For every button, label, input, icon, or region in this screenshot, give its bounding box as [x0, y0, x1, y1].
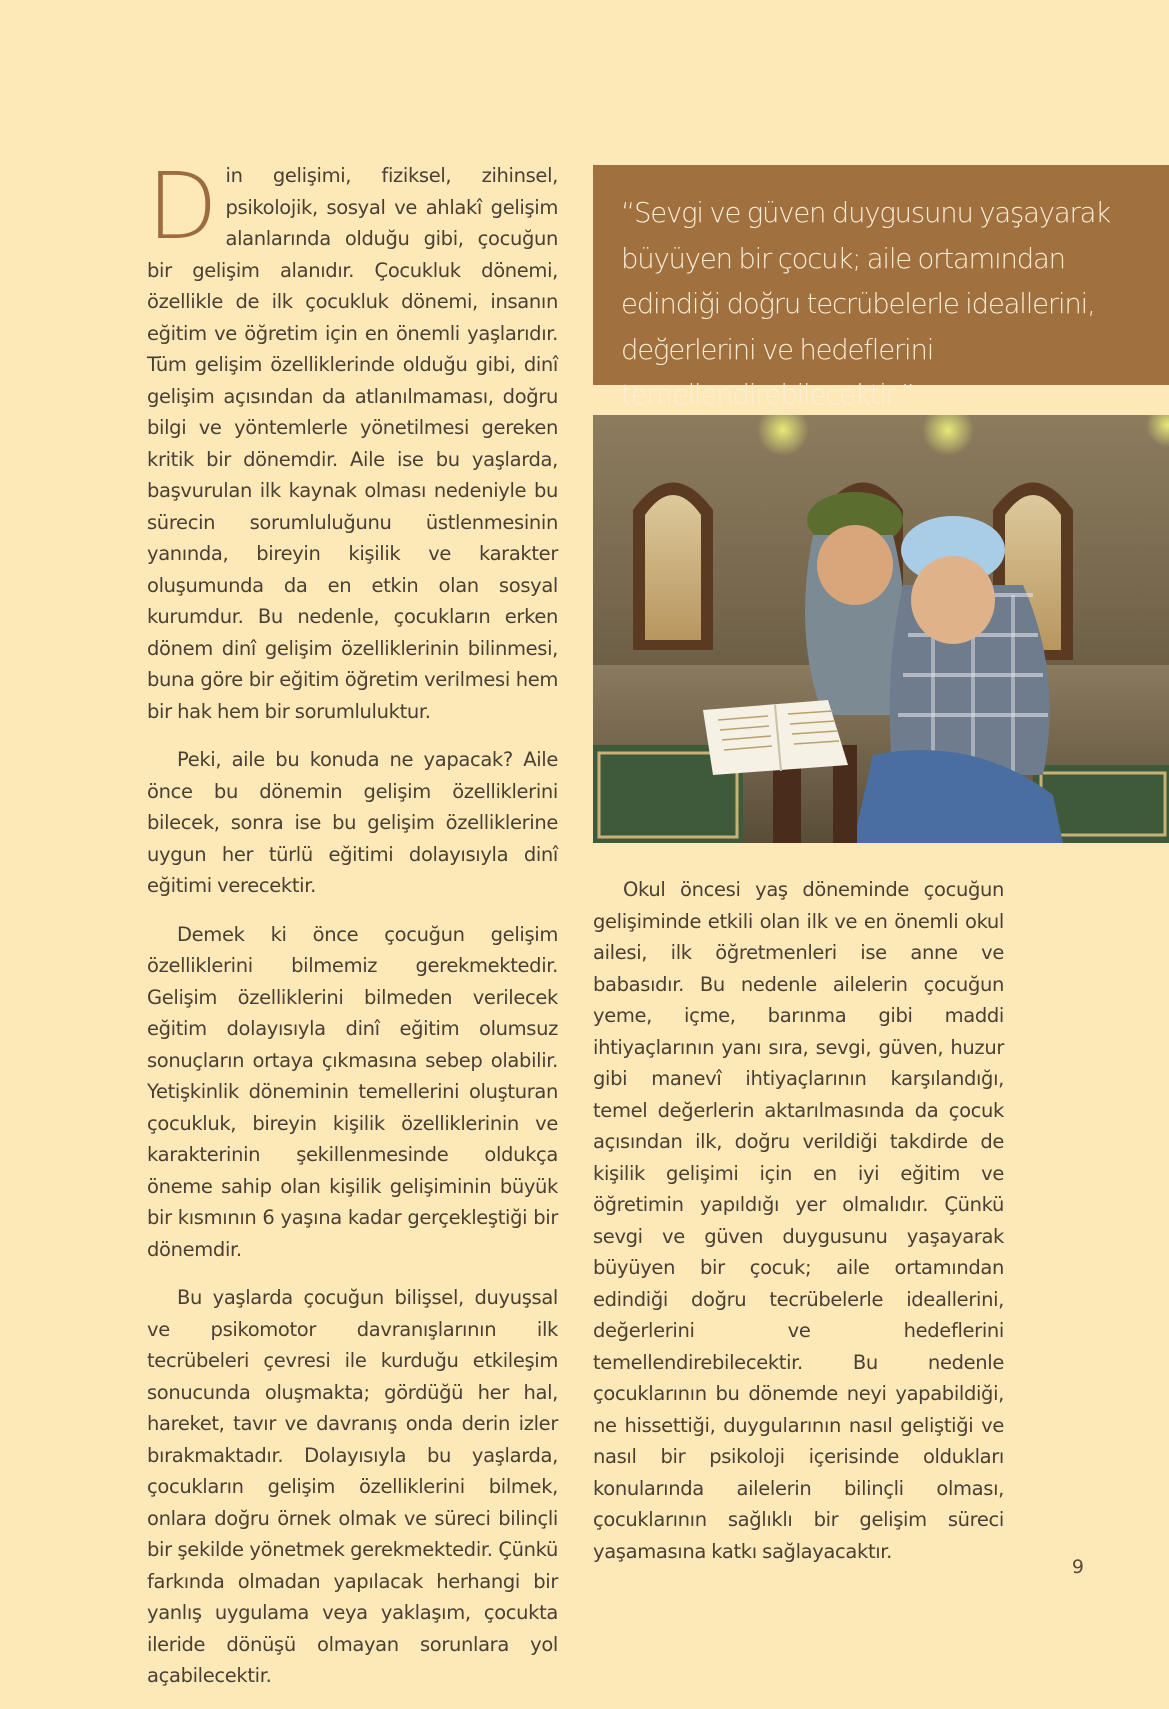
photo-illustration	[593, 415, 1169, 843]
body-paragraph: Bu yaşlarda çocuğun bilişsel, duyuşsal ve psikomotor davranışlarının ilk tecrübeleri çevresi ile kurduğu etkileşim sonucunda oluşmakta; gördüğü her hal, hareket, tavır ve davranış onda derin izler bırakmaktadır. Dolayısıyla bu yaşlarda, çocukların gelişim özelliklerini bilmek, onlara doğru örnek olmak ve süreci bilinçli bir şekilde yönetmek gerekmektedir. Çünkü farkında olmadan yapılacak herhangi bir yanlış uygulama veya yaklaşım, çocukta ileride dönüşü olmayan sorunlara yol açabilecektir.	[147, 1286, 558, 1687]
body-paragraph: Demek ki önce çocuğun gelişim özelliklerini bilmemiz gerekmektedir. Gelişim özelliklerini bilmeden verilecek eğitim dolayısıyla dinî eğitim olumsuz sonuçların ortaya çıkmasına sebep olabilir. Yetişkinlik döneminin temellerini oluşturan çocukluk, bireyin kişilik özelliklerinin ve karakterinin şekillenmesinde oldukça öneme sahip olan kişilik gelişiminin büyük bir kısmının 6 yaşına kadar gerçekleştiği bir dönemdir.	[147, 922, 558, 1261]
body-paragraph: Okul öncesi yaş döneminde çocuğun gelişiminde etkili olan ilk ve en önemli okul ailesi, ilk öğretmenleri ise anne ve babasıdır. Bu nedenle ailelerin çocuğun yeme, içme, barınma gibi maddi ihtiyaçlarının yanı sıra, sevgi, güven, huzur gibi manevî ihtiyaçlarının karşılandığı, temel değerlerin aktarılmasında da çocuk açısından ilk, doğru verildiği takdirde de kişilik gelişimi için en iyi eğitim ve öğretimin yapıldığı yer olmalıdır. Çünkü sevgi ve güven duygusunu yaşayarak büyüyen bir çocuk; aile ortamından edindiği doğru tecrübelerle ideallerini, değerlerini ve hedeflerini temellendirebilecektir. Bu nedenle çocuklarının bu dönemde neyi yapabildiği, ne hissettiği, duygularının nasıl geliştiği ve nasıl bir psikoloji içerisinde oldukları konularında ailelerin bilinçli olması, çocuklarının sağlıklı bir gelişim süreci yaşamasına katkı sağlayacaktır.	[593, 878, 1004, 1563]
pull-quote-text: “Sevgi ve güven duygusunu yaşayarak büyüyen bir çocuk; aile ortamından edindiği doğru tecrübelerle ideallerini, değerlerini ve hedeflerini temellendirebilecektir.”	[621, 197, 1110, 411]
body-paragraph: Peki, aile bu konuda ne yapacak? Aile önce bu dönemin gelişim özelliklerini bilecek, sonra ise bu gelişim özelliklerine uygun her türlü eğitimi dolayısıyla dinî eğitimi verecektir.	[147, 748, 558, 897]
pull-quote-box	[593, 165, 1169, 411]
left-text-column	[147, 153, 558, 1709]
children-reading-photo	[593, 415, 1169, 843]
page-number: 9	[1071, 1556, 1084, 1578]
right-text-column	[593, 874, 1004, 1584]
intro-paragraph: Din gelişimi, fiziksel, zihinsel, psikolojik, sosyal ve ahlakî gelişim alanlarında olduğu gibi, çocuğun bir gelişim alanıdır. Çocukluk dönemi, özellikle de ilk çocukluk dönemi, insanın eğitim ve öğretim için en önemli yaşlarıdır. Tüm gelişim özelliklerinde olduğu gibi, dinî gelişim açısından da atlanılmaması, doğru bilgi ve yöntemlerle yönetilmesi gereken kritik bir dönemdir. Aile ise bu yaşlarda, başvurulan ilk kaynak olması nedeniyle bu sürecin sorumluluğunu üstlenmesinin yanında, bireyin kişilik ve karakter oluşumunda da en etkin olan sosyal kurumdur. Bu nedenle, çocukların erken dönem dinî gelişim özelliklerinin bilinmesi, buna göre bir eğitim öğretim verilmesi hem bir hak hem bir sorumluluktur.	[147, 153, 558, 723]
